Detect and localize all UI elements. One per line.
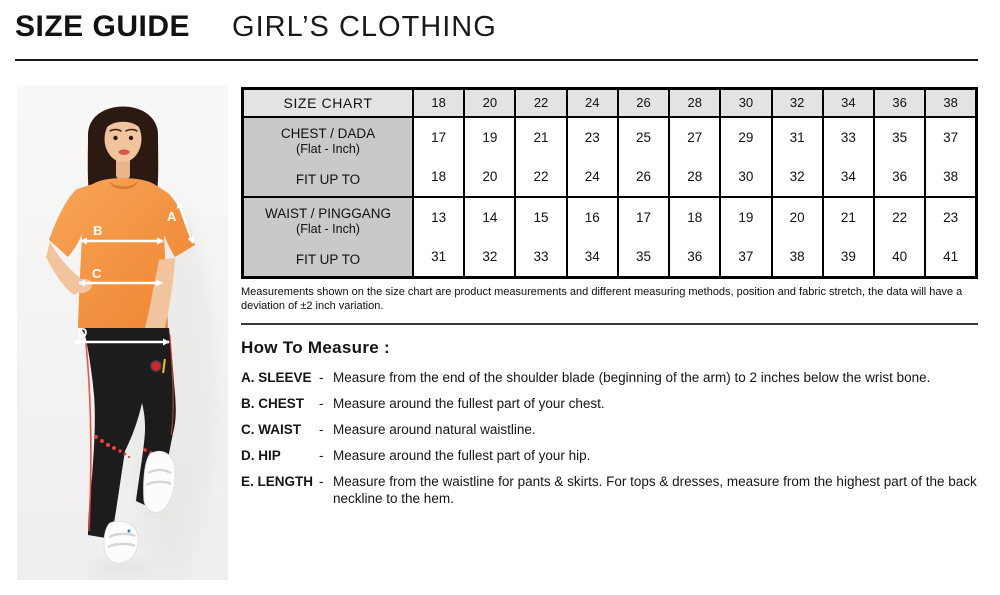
shoe-left-logo	[128, 530, 131, 533]
size-chart-panel	[241, 87, 978, 507]
flat-value: 16	[584, 209, 600, 225]
measurement-value-cell	[413, 197, 464, 278]
measure-item-text-sleeve: Measure from the end of the shoulder blade (beginning of the arm) to 2 inches below the wrist bone.	[333, 369, 931, 385]
measurement-value-cell	[464, 117, 515, 197]
flat-value: 23	[943, 209, 959, 225]
size-chart-table	[241, 87, 978, 279]
measurement-value-inner	[875, 198, 924, 276]
fit-value: 20	[482, 168, 498, 184]
page-title: SIZE GUIDE	[15, 10, 191, 43]
fit-value: 24	[584, 168, 600, 184]
fit-up-to-label: FIT UP TO	[295, 251, 361, 267]
size-column-header: 30	[720, 89, 771, 117]
measure-item-text-length: Measure from the waistline for pants & skirts. For tops & dresses, measure from the highest part of the back neckline to the hem.	[333, 473, 977, 506]
model-illustration	[17, 85, 228, 580]
flat-value: 37	[943, 129, 959, 145]
measurement-value-inner	[414, 118, 463, 196]
fit-value: 18	[431, 168, 447, 184]
measurement-sublabel: (Flat - Inch)	[296, 221, 360, 236]
measure-item-label-sleeve: A. SLEEVE	[241, 369, 312, 385]
masthead	[15, 10, 497, 44]
measure-item-separator: -	[319, 369, 324, 385]
measure-item-label-hip: D. HIP	[241, 447, 281, 463]
measurement-value-cell	[567, 117, 618, 197]
measurement-value-cell	[567, 197, 618, 278]
measurement-group-row	[243, 117, 977, 197]
measurement-value-inner	[824, 118, 873, 196]
measurement-value-inner	[773, 118, 822, 196]
measurement-value-inner	[670, 118, 719, 196]
measurement-value-cell	[874, 197, 925, 278]
flat-value: 23	[584, 129, 600, 145]
flat-value: 31	[789, 129, 805, 145]
arrow-label-a: A	[167, 209, 177, 224]
arrow-label-b: B	[93, 223, 103, 238]
arrow-label-c: C	[92, 266, 102, 281]
fit-value: 38	[789, 248, 805, 264]
measurement-value-cell	[515, 197, 566, 278]
flat-value: 35	[892, 129, 908, 145]
measure-item-separator: -	[319, 421, 324, 437]
fit-value: 30	[738, 168, 754, 184]
measure-item-text-waist: Measure around natural waistline.	[333, 421, 536, 437]
fit-value: 32	[789, 168, 805, 184]
measurement-value-cell	[874, 117, 925, 197]
flat-value: 13	[431, 209, 447, 225]
measurement-label-cell	[243, 197, 414, 278]
flat-value: 17	[431, 129, 447, 145]
fit-value: 34	[840, 168, 856, 184]
measure-item-text-chest: Measure around the fullest part of your chest.	[333, 395, 605, 411]
measurement-name: WAIST / PINGGANG	[264, 205, 391, 221]
measurement-value-inner	[824, 198, 873, 276]
size-column-header: 38	[925, 89, 976, 117]
size-column-header: 34	[823, 89, 874, 117]
flat-value: 17	[635, 209, 651, 225]
measurement-value-inner	[465, 198, 514, 276]
measurement-value-cell	[413, 117, 464, 197]
size-column-header: 22	[515, 89, 566, 117]
measurement-group-row	[243, 197, 977, 278]
measure-item-label-chest: B. CHEST	[241, 395, 305, 411]
size-column-header: 36	[874, 89, 925, 117]
fit-value: 39	[840, 248, 856, 264]
measurement-value-inner	[926, 198, 975, 276]
flat-value: 19	[482, 129, 498, 145]
eye-right	[129, 136, 133, 140]
measurement-value-inner	[619, 118, 668, 196]
flat-value: 19	[738, 209, 754, 225]
measurement-value-inner	[414, 198, 463, 276]
measurement-value-cell	[464, 197, 515, 278]
measurement-sublabel: (Flat - Inch)	[296, 141, 360, 156]
measurement-value-cell	[669, 197, 720, 278]
measure-item-separator: -	[319, 395, 324, 411]
measurement-value-cell	[618, 117, 669, 197]
measurement-value-inner	[465, 118, 514, 196]
size-column-header: 20	[464, 89, 515, 117]
measure-item-label-length: E. LENGTH	[241, 473, 314, 489]
fit-value: 36	[892, 168, 908, 184]
measure-item-text-hip: Measure around the fullest part of your hip.	[333, 447, 591, 463]
size-column-header: 18	[413, 89, 464, 117]
measurement-label-inner	[244, 118, 412, 196]
fit-value: 35	[635, 248, 651, 264]
floor-shadow	[93, 562, 153, 574]
flat-value: 25	[635, 129, 651, 145]
measure-item-separator: -	[319, 473, 324, 489]
fit-value: 28	[687, 168, 703, 184]
fit-value: 33	[533, 248, 549, 264]
measure-item-separator: -	[319, 447, 324, 463]
fit-value: 41	[943, 248, 959, 264]
flat-value: 33	[840, 129, 856, 145]
measurement-label-cell	[243, 117, 414, 197]
measurement-value-cell	[925, 197, 976, 278]
size-column-header: 24	[567, 89, 618, 117]
pants-logo	[151, 361, 162, 372]
flat-value: 15	[533, 209, 549, 225]
fit-value: 31	[431, 248, 447, 264]
measurement-value-cell	[618, 197, 669, 278]
measurement-value-cell	[823, 117, 874, 197]
measurement-value-inner	[516, 198, 565, 276]
flat-value: 14	[482, 209, 498, 225]
fit-value: 22	[533, 168, 549, 184]
flat-value: 21	[840, 209, 856, 225]
measurement-value-inner	[773, 198, 822, 276]
measurement-name: CHEST / DADA	[280, 125, 376, 141]
measurement-value-cell	[720, 197, 771, 278]
measurement-value-cell	[772, 197, 823, 278]
fit-value: 32	[482, 248, 498, 264]
measurement-value-cell	[720, 117, 771, 197]
size-column-header: 32	[772, 89, 823, 117]
header-divider	[15, 59, 978, 61]
measurement-value-cell	[515, 117, 566, 197]
size-chart-title: SIZE CHART	[243, 89, 414, 117]
model-photo	[17, 85, 228, 580]
disclaimer-text: Measurements shown on the size chart are product measurements and different measuring methods, position and fabric stretch, the data will have a deviation of ±2 inch variation.	[241, 285, 963, 312]
fit-value: 34	[584, 248, 600, 264]
flat-value: 22	[892, 209, 908, 225]
flat-value: 20	[789, 209, 805, 225]
measurement-value-cell	[669, 117, 720, 197]
measurement-value-inner	[721, 198, 770, 276]
eye-left	[113, 136, 117, 140]
how-to-measure-list	[241, 369, 978, 507]
measurement-value-inner	[926, 118, 975, 196]
measurement-value-inner	[721, 118, 770, 196]
measurement-value-inner	[516, 118, 565, 196]
fit-value: 37	[738, 248, 754, 264]
measurement-value-inner	[670, 198, 719, 276]
arrow-label-d: D	[78, 325, 88, 340]
fit-value: 40	[892, 248, 908, 264]
measurement-value-inner	[619, 198, 668, 276]
fit-value: 38	[943, 168, 959, 184]
page-subtitle: GIRL’S CLOTHING	[232, 11, 497, 43]
fit-value: 36	[687, 248, 703, 264]
measurement-value-cell	[925, 117, 976, 197]
flat-value: 18	[687, 209, 703, 225]
fit-up-to-label: FIT UP TO	[295, 171, 361, 187]
section-divider	[241, 323, 978, 325]
measurement-value-inner	[875, 118, 924, 196]
measurement-value-cell	[772, 117, 823, 197]
size-column-header: 26	[618, 89, 669, 117]
how-to-measure-heading: How To Measure :	[241, 337, 391, 357]
fit-value: 26	[635, 168, 651, 184]
flat-value: 21	[533, 129, 549, 145]
flat-value: 27	[687, 129, 703, 145]
size-chart-header-row	[243, 89, 977, 117]
measurement-value-cell	[823, 197, 874, 278]
measurement-value-inner	[568, 118, 617, 196]
measure-item-label-waist: C. WAIST	[241, 421, 301, 437]
shoe-left	[104, 521, 138, 563]
measurement-label-inner	[244, 198, 412, 276]
flat-value: 29	[738, 129, 754, 145]
measurement-value-inner	[568, 198, 617, 276]
size-column-header: 28	[669, 89, 720, 117]
